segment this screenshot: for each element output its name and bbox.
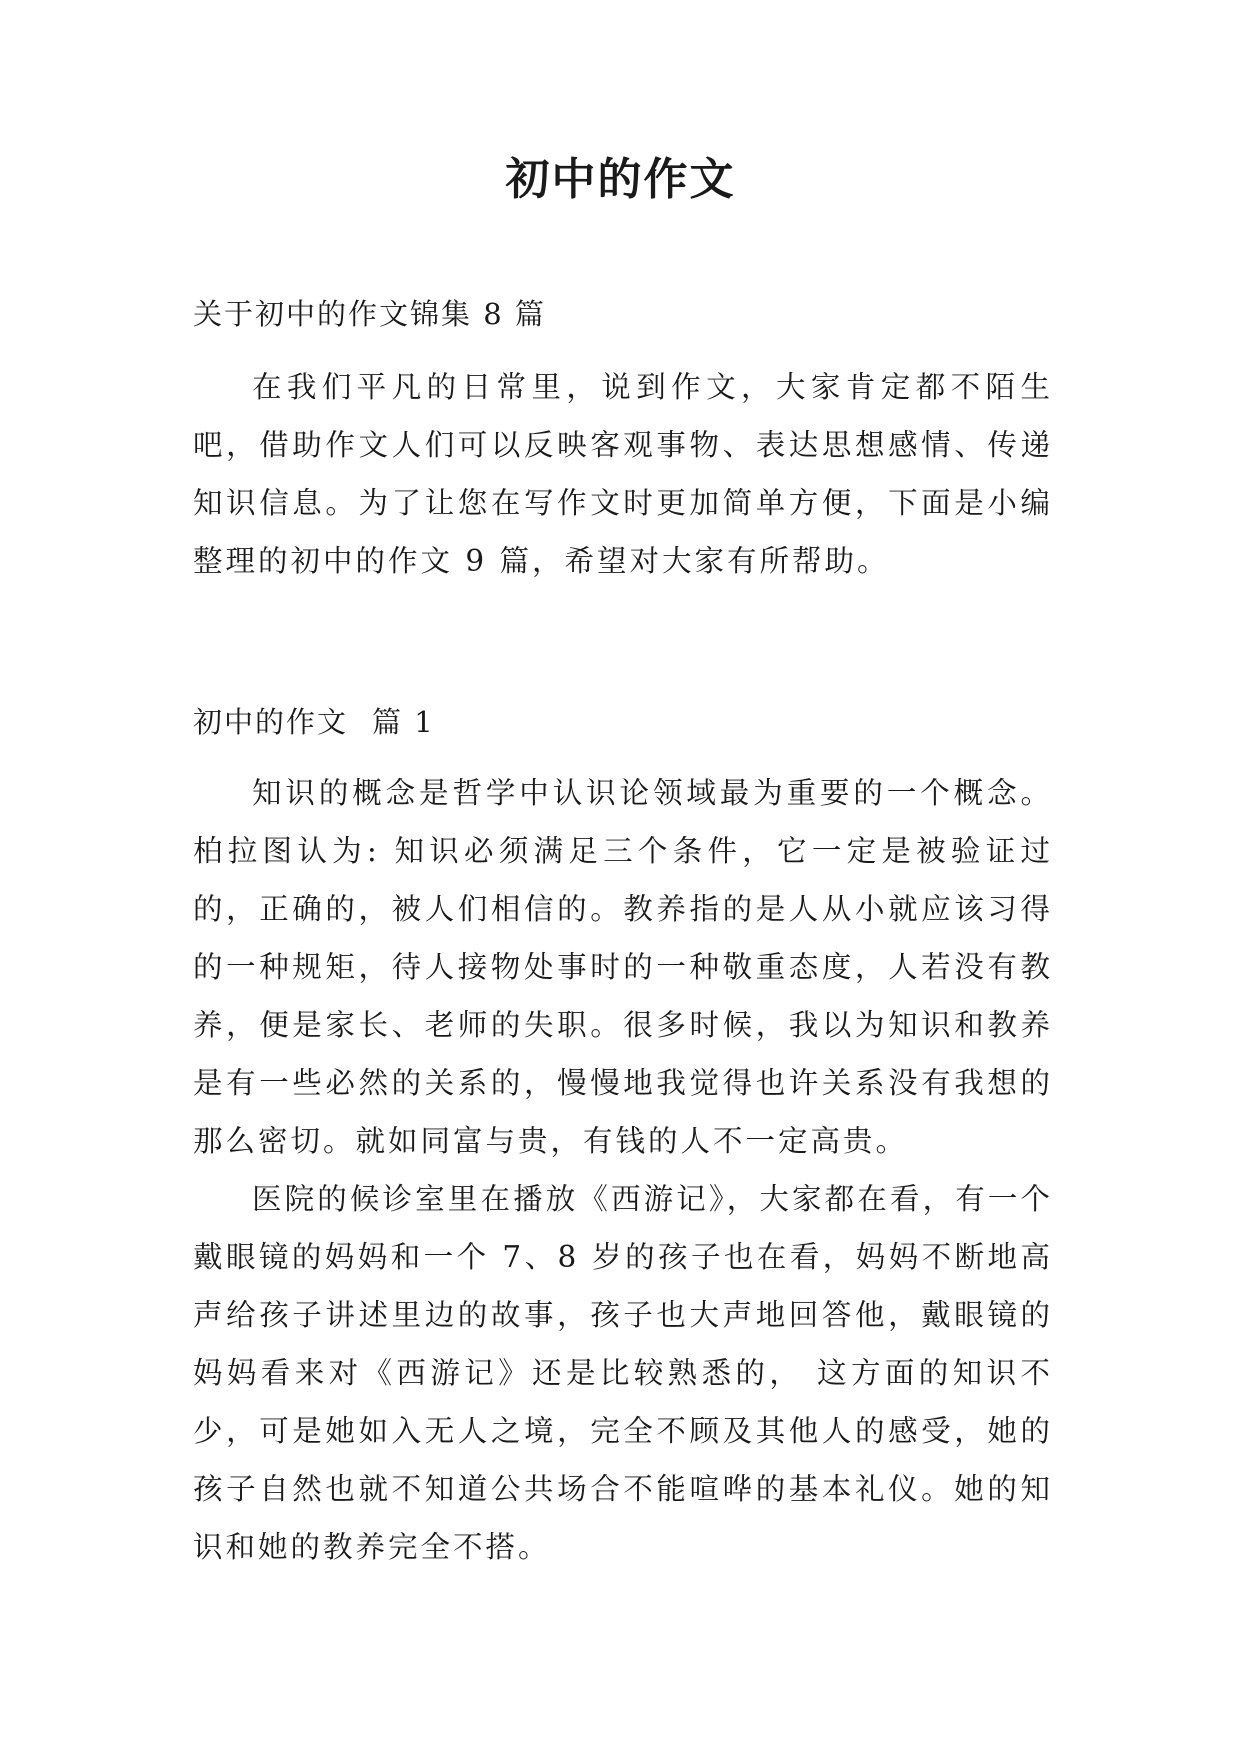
section-heading-name: 初中的作文 <box>193 705 349 739</box>
body-paragraph-1: 知识的概念是哲学中认识论领域最为重要的一个概念。柏拉图认为: 知识必须满足三个条件，它一定是被验证过的，正确的，被人们相信的。教养指的是人从小就应该习得的一种规矩，待人接物处事时的一种敬重态度，人若没有教养，便是家长、老师的失职。很多时候，我以为知识和教养是有一些必然的关系的，慢慢地我觉得也许关系没有我想的那么密切。就如同富与贵，有钱的人不一定高贵。 <box>193 776 1053 1158</box>
intro-paragraph: 在我们平凡的日常里，说到作文，大家肯定都不陌生吧，借助作文人们可以反映客观事物、表达思想感情、传递知识信息。为了让您在写作文时更加简单方便，下面是小编整理的初中的作文 9 篇，希望对大家有所帮助。 <box>193 370 1053 578</box>
section-heading-part: 篇 1 <box>372 705 435 739</box>
document-subtitle: 关于初中的作文锦集 8 篇 <box>193 297 546 331</box>
body-paragraph-2: 医院的候诊室里在播放《西游记》，大家都在看，有一个戴眼镜的妈妈和一个 7、8 岁的孩子也在看，妈妈不断地高声给孩子讲述里边的故事，孩子也大声地回答他，戴眼镜的妈妈看来对《西游记》还是比较熟悉的， 这方面的知识不少，可是她如入无人之境，完全不顾及其他人的感受，她的孩子自然也就不知道公共场合不能喧哗的基本礼仪。她的知识和她的教养完全不搭。 <box>193 1182 1053 1564</box>
body-block <box>193 764 1053 1576</box>
intro-block <box>193 358 1053 590</box>
document-title: 初中的作文 <box>505 154 736 205</box>
section-heading <box>193 702 435 742</box>
